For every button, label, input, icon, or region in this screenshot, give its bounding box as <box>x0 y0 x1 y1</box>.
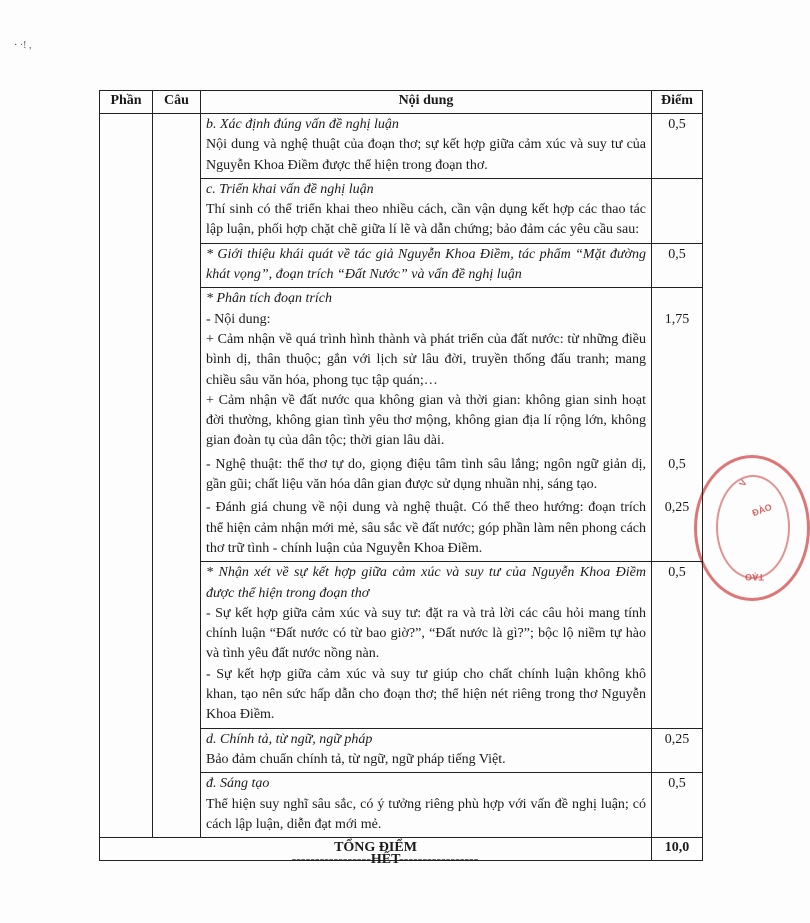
header-cau: Câu <box>153 91 201 114</box>
overall-cell <box>201 497 652 561</box>
content-point: + Cảm nhận về đất nước qua không gian và thời gian: không gian sinh hoạt đời thường, không gian tình yêu thơ mộng, không gian địa lí rộng lớn, không gian đoàn tụ của dân tộc; thời gian lâu dài. <box>206 392 646 449</box>
criterion-title: b. Xác định đúng vấn đề nghị luận <box>206 117 399 132</box>
table-header-row <box>100 91 703 114</box>
criterion-title: c. Triển khai vấn đề nghị luận <box>206 181 374 197</box>
score-cell: 0,5 <box>652 773 703 838</box>
criterion-dd <box>201 773 652 838</box>
score-cell: 0,5 <box>652 562 703 728</box>
criterion-title: * Nhận xét về sự kết hợp giữa cảm xúc và suy tư của Nguyễn Khoa Điềm được thể hiện trong đoạn thơ <box>206 565 646 601</box>
grading-table <box>99 90 703 861</box>
cau-cell <box>153 114 201 838</box>
total-score: 10,0 <box>652 838 703 861</box>
scan-specks: · ·! , <box>14 40 32 51</box>
criterion-title: * Giới thiệu khái quát về tác giả Nguyễn Khoa Điềm, tác phẩm “Mặt đường khát vọng”, đoạn trích “Đất Nước” và vấn đề nghị luận <box>206 246 646 283</box>
art-cell <box>201 454 652 498</box>
criterion-b <box>201 114 652 179</box>
criterion-c <box>201 178 652 243</box>
content-label: - Nội dung: <box>206 311 271 327</box>
score-cell: 0,25 <box>652 497 703 561</box>
score-cell: 0,5 <box>652 243 703 288</box>
overall-point: - Đánh giá chung về nội dung và nghệ thuật. Có thể theo hướng: đoạn trích thể hiện cảm nhận mới mẻ, sâu sắc về đất nước; góp phần làm nên phong cách thơ trữ tình - chính luận của Nguyễn Khoa Điềm. <box>206 500 646 556</box>
criterion-title: đ. Sáng tạo <box>206 776 270 792</box>
header-noi-dung: Nội dung <box>201 91 652 114</box>
criterion-intro <box>201 243 652 288</box>
criterion-comment <box>201 562 652 728</box>
header-diem: Điểm <box>652 91 703 114</box>
stamp-lettering: V <box>737 477 749 489</box>
content-point: + Cảm nhận về quá trình hình thành và phát triển của đất nước: từ những điều bình dị, thân thuộc; gắn với lịch sử lâu đời, truyền thống đấu tranh; mang chiều sâu văn hóa, phong tục tập quán;… <box>206 331 646 388</box>
criterion-title: * Phân tích đoạn trích <box>206 291 332 307</box>
score-cell: 1,75 <box>652 288 703 454</box>
stamp-lettering: ĐÀO <box>750 501 774 519</box>
table-row <box>100 114 703 179</box>
art-point: - Nghệ thuật: thể thơ tự do, giọng điệu tâm tình sâu lắng; ngôn ngữ giản dị, gần gũi; chất liệu văn hóa dân gian được sử dụng nhuần nhị, sáng tạo. <box>206 456 646 493</box>
criterion-body: Nội dung và nghệ thuật của đoạn thơ; sự kết hợp giữa cảm xúc và suy tư của Nguyễn Khoa Điềm được thể hiện trong đoạn thơ. <box>206 137 646 173</box>
criterion-analysis <box>201 288 652 454</box>
comment-point: - Sự kết hợp giữa cảm xúc và suy tư giúp cho chất chính luận không khô khan, tạo nên sức hấp dẫn cho đoạn thơ; thể hiện nét riêng trong thơ Nguyễn Khoa Điềm. <box>206 666 646 723</box>
total-label: TỔNG ĐIỂM <box>100 838 652 861</box>
score-cell: 0,5 <box>652 114 703 179</box>
criterion-body: Bảo đảm chuẩn chính tả, từ ngữ, ngữ pháp tiếng Việt. <box>206 751 506 767</box>
end-marker: -----------------HẾT----------------- <box>291 852 479 867</box>
comment-point: - Sự kết hợp giữa cảm xúc và suy tư: đặt ra và trả lời các câu hỏi mang tính chính luận “Đất nước có từ bao giờ?”, “Đất nước là gì?”; bộc lộ niềm tự hào và tình yêu đất nước nồng nàn. <box>206 605 646 662</box>
score-cell: 0,5 <box>652 454 703 498</box>
criterion-title: d. Chính tả, từ ngữ, ngữ pháp <box>206 731 373 747</box>
criterion-body: Thể hiện suy nghĩ sâu sắc, có ý tưởng riêng phù hợp với vấn đề nghị luận; có cách lập luận, diễn đạt mới mẻ. <box>206 796 646 832</box>
phan-cell <box>100 114 153 838</box>
red-seal-inner-ring <box>716 475 790 579</box>
criterion-d <box>201 728 652 773</box>
criterion-body: Thí sinh có thể triển khai theo nhiều cách, cần vận dụng kết hợp các thao tác lập luận, phối hợp chặt chẽ giữa lí lẽ và dẫn chứng; bảo đảm các yêu cầu sau: <box>206 202 646 238</box>
stamp-lettering: TẠO <box>745 572 764 582</box>
score-cell <box>652 178 703 243</box>
score-cell: 0,25 <box>652 728 703 773</box>
header-phan: Phần <box>100 91 153 114</box>
